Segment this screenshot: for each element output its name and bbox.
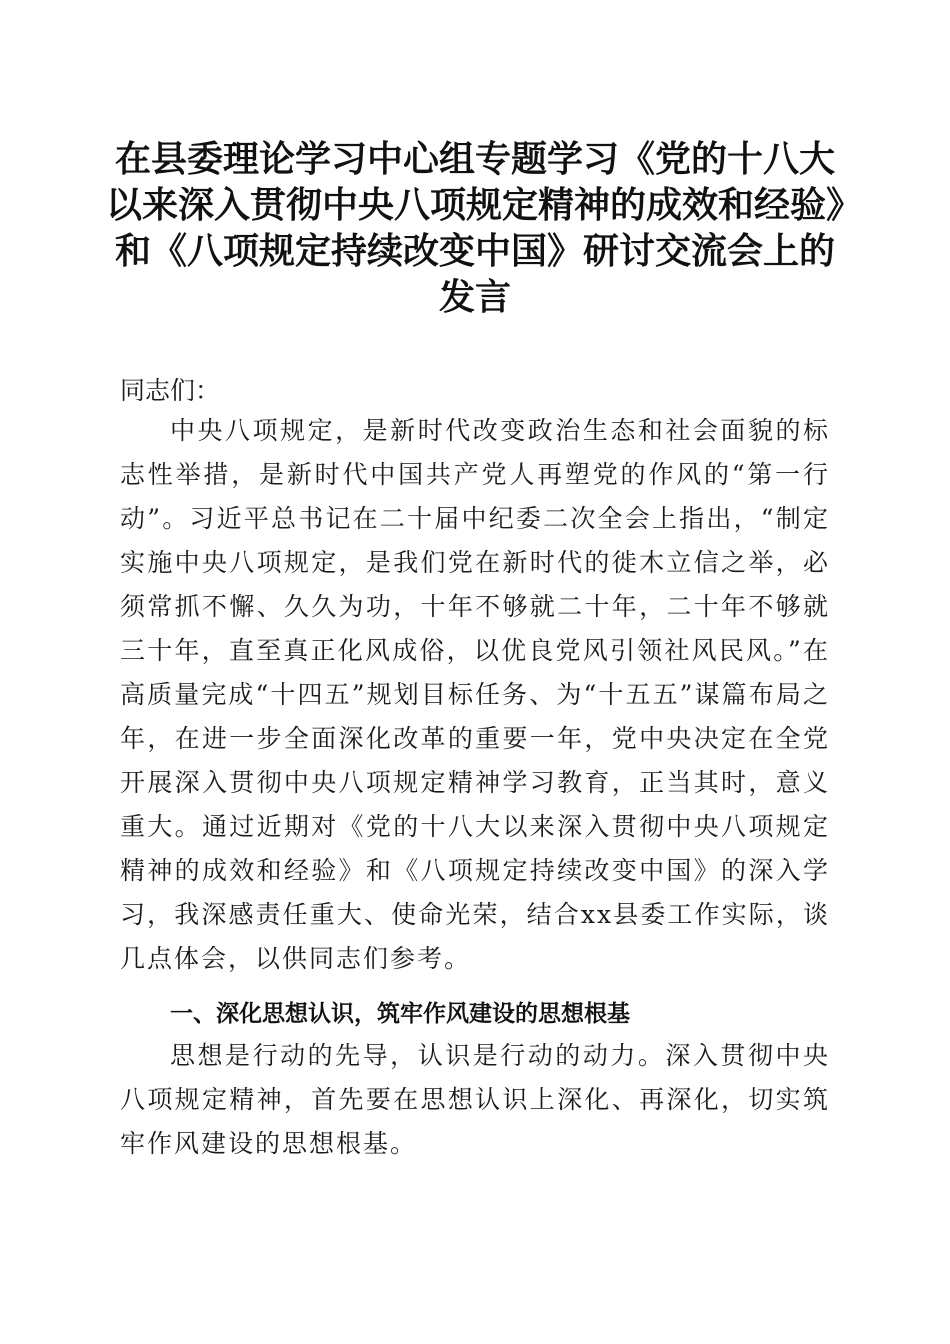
section-1-paragraph: 思想是行动的先导，认识是行动的动力。深入贯彻中央八项规定精神，首先要在思想认识上深化、再深化，切实筑牢作风建设的思想根基。	[120, 1041, 830, 1158]
section-heading-1: 一、深化思想认识，筑牢作风建设的思想根基	[170, 1001, 630, 1027]
intro-paragraph: 中央八项规定，是新时代改变政治生态和社会面貌的标志性举措，是新时代中国共产党人再塑党的作风的“第一行动”。习近平总书记在二十届中纪委二次全会上指出，“制定实施中央八项规定，是我们党在新时代的徙木立信之举，必须常抓不懈、久久为功，十年不够就二十年，二十年不够就三十年，直至真正化风成俗，以优良党风引领社风民风。”在高质量完成“十四五”规划目标任务、为“十五五”谋篇布局之年，在进一步全面深化改革的重要一年，党中央决定在全党开展深入贯彻中央八项规定精神学习教育，正当其时，意义重大。通过近期对《党的十八大以来深入贯彻中央八项规定精神的成效和经验》和《八项规定持续改变中国》的深入学习，我深感责任重大、使命光荣，结合xx县委工作实际，谈几点体会，以供同志们参考。	[120, 416, 830, 973]
document-title: 在县委理论学习中心组专题学习《党的十八大以来深入贯彻中央八项规定精神的成效和经验》和《八项规定持续改变中国》研讨交流会上的发言	[105, 138, 844, 318]
salutation: 同志们：	[120, 376, 221, 405]
